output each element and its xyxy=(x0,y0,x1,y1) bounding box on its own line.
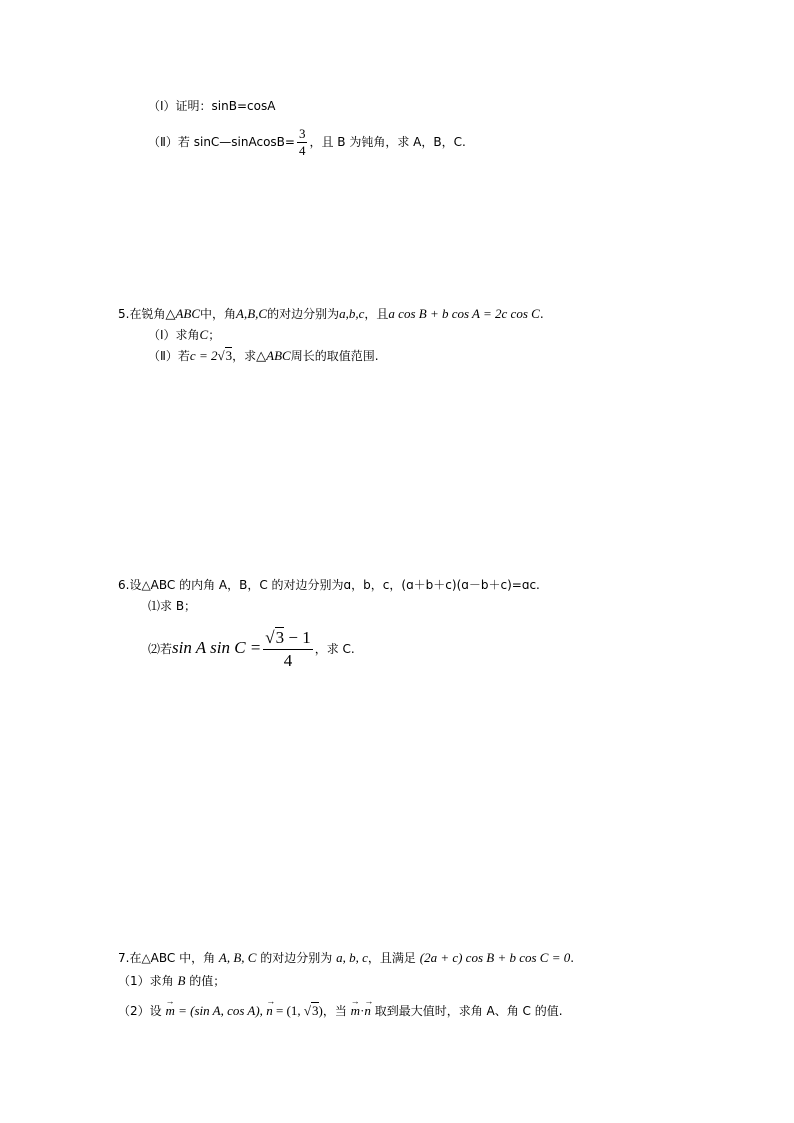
q5-stem xyxy=(118,306,544,322)
q5-part2-text1: ，求 xyxy=(232,349,257,363)
q5-part1-var: C xyxy=(199,327,209,342)
q7-text3: ，且满足 xyxy=(367,951,420,965)
q4-part1 xyxy=(148,98,275,114)
q6-num-rest: − 1 xyxy=(284,628,311,647)
q7-dot-m: → m xyxy=(351,1003,360,1019)
q6-part2-rest: ，求 C. xyxy=(314,642,355,656)
q7-n-radicand: 3 xyxy=(312,1003,319,1018)
q7-sides: a, b, c xyxy=(336,950,368,965)
q7-n-end: ) xyxy=(318,1003,323,1018)
q7-number: 7. xyxy=(118,951,130,965)
q5-c-radicand: 3 xyxy=(225,348,233,363)
q5-text5: . xyxy=(539,307,544,321)
q6-text: 设△ABC 的内角 A，B，C 的对边分别为ɑ，b，c，(ɑ＋b＋c)(ɑ－b＋c)=ɑc. xyxy=(129,578,540,592)
q5-equation: a cos B + b cos A = 2c cos C xyxy=(388,306,540,321)
q7-text2: 的对边分别为 xyxy=(256,951,337,965)
q5-text1: 在锐角 xyxy=(129,307,166,321)
q7-m-expr: = (sin A, cos A), xyxy=(174,1003,267,1018)
q5-text3: 的对边分别为 xyxy=(267,307,340,321)
q5-part2-label: （Ⅱ）若 xyxy=(148,349,190,363)
q7-part2-text1: ，当 xyxy=(322,1004,351,1018)
q4-part1-text: sinB=cosA xyxy=(211,99,276,113)
q7-part2 xyxy=(118,1003,563,1019)
q6-part1 xyxy=(148,598,196,614)
q7-dot: · xyxy=(360,1003,365,1018)
q6-number: 6. xyxy=(118,578,130,592)
q5-part1-label: （Ⅰ）求角 xyxy=(148,328,200,342)
q4-part2-label: （Ⅱ）若 xyxy=(148,135,194,149)
q5-part2 xyxy=(148,348,379,364)
q5-number: 5. xyxy=(118,307,130,321)
q7-part2-label: （2）设 xyxy=(118,1004,166,1018)
q4-frac-numerator: 3 xyxy=(298,126,306,141)
q7-text4: . xyxy=(570,951,575,965)
q5-sides: a,b,c xyxy=(339,306,365,321)
q6-stem xyxy=(118,577,540,593)
q6-part2-label: ⑵若 xyxy=(148,642,173,656)
q6-frac-numerator xyxy=(263,627,312,650)
q7-part1-var: B xyxy=(177,973,186,988)
q6-part1-label: ⑴求 B； xyxy=(148,599,197,613)
q5-text4: ，且 xyxy=(364,307,389,321)
q5-angles: A,B,C xyxy=(236,306,268,321)
q7-dot-n: → n xyxy=(364,1003,371,1019)
q7-n-sqrt: √3 xyxy=(303,1003,319,1018)
q6-lhs: sin A sin C = xyxy=(172,638,262,657)
q4-fraction xyxy=(297,126,308,159)
q4-part2 xyxy=(148,120,466,164)
q7-stem xyxy=(118,950,574,966)
q7-part1 xyxy=(118,973,225,989)
q6-part2 xyxy=(148,622,355,675)
q7-vector-n: → n xyxy=(266,1003,273,1019)
q5-part2-text2: 周长的取值范围. xyxy=(290,349,379,363)
q5-c-lhs: c = 2 xyxy=(189,348,218,363)
q6-frac-denominator: 4 xyxy=(283,651,293,670)
q6-num-sqrt: √3 xyxy=(265,628,285,647)
q4-part1-label: （Ⅰ）证明： xyxy=(148,99,212,113)
q5-text2: 中，角 xyxy=(200,307,237,321)
q4-frac-denominator: 4 xyxy=(298,143,306,158)
q7-n-expr: = (1, xyxy=(272,1003,304,1018)
q7-angles: A, B, C xyxy=(218,950,257,965)
q7-vector-m: → m xyxy=(165,1003,174,1019)
q6-num-radicand: 3 xyxy=(275,628,285,647)
q5-part2-triangle: △ABC xyxy=(256,348,291,363)
q7-text1: 在△ABC 中，角 xyxy=(129,951,219,965)
q5-c-sqrt: √3 xyxy=(217,348,233,363)
q4-part2-expr: sinC—sinAcosB= xyxy=(193,135,295,149)
q7-part1-label: （1）求角 xyxy=(118,974,178,988)
q4-part2-rest: ，且 B 为钝角，求 A，B，C. xyxy=(309,135,466,149)
q5-triangle: △ABC xyxy=(165,306,201,321)
q5-part1 xyxy=(148,327,220,343)
q7-part2-text2: 取到最大值时，求角 A、角 C 的值. xyxy=(370,1004,563,1018)
q6-fraction xyxy=(263,627,312,672)
q7-equation: (2a + c) cos B + b cos C = 0 xyxy=(419,950,571,965)
q5-part1-end: ； xyxy=(208,328,221,342)
q7-part1-end: 的值； xyxy=(185,974,226,988)
